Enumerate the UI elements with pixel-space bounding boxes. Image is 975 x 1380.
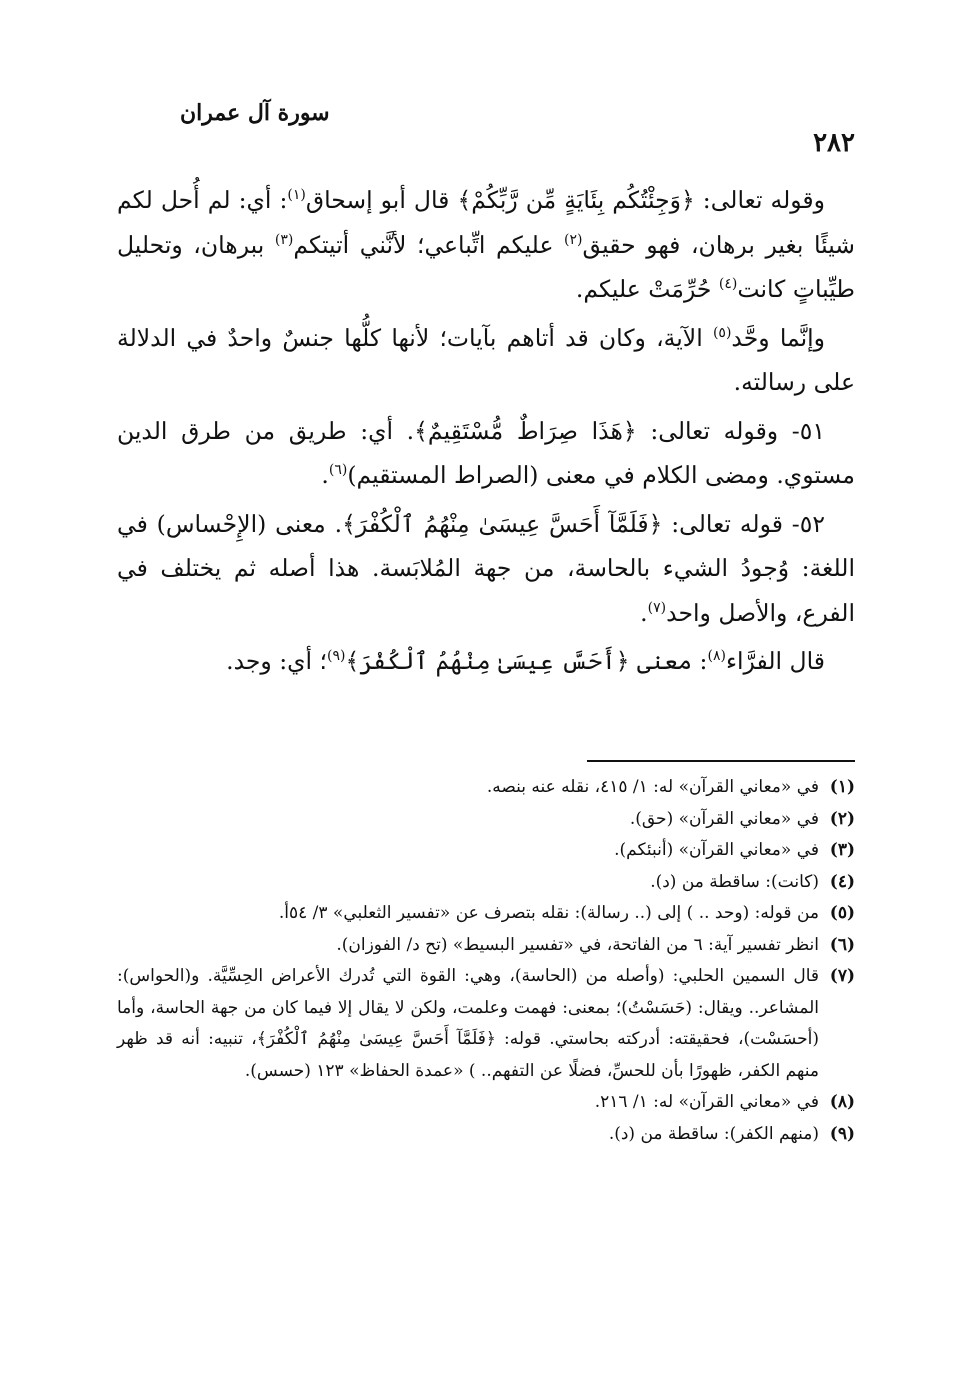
quran-verse: ﴿هَذَا صِرَاطٌ مُّسْتَقِيمٌ﴾ bbox=[414, 416, 637, 445]
footnote-number: (٩) bbox=[829, 1123, 855, 1144]
quran-verse: ﴿فَلَمَّآ أَحَسَّ عِيسَىٰ مِنْهُمُ ٱلْكُفْرَ﴾ bbox=[342, 509, 663, 538]
footnote-number: (٨) bbox=[829, 1092, 855, 1112]
footnote bbox=[117, 898, 855, 930]
footnote-ref[interactable]: (٦) bbox=[328, 462, 348, 479]
paragraph-3: ٥١- وقوله تعالى: ﴿هَذَا صِرَاطٌ مُّسْتَقِيمٌ﴾. أي: طريق من طرق الدين مستوي. ومضى الكلام في معنى (الصراط المستقيم)$^{(٦)}$. bbox=[117, 416, 855, 489]
footnote-number: (٤) bbox=[829, 871, 855, 892]
footnote bbox=[117, 1087, 855, 1119]
running-title: سورة آل عمران bbox=[180, 100, 330, 126]
footnote bbox=[117, 772, 855, 804]
footnote-number: (٦) bbox=[829, 934, 855, 955]
footnote-text: انظر تفسير آية: ٦ من الفاتحة، في «تفسير البسيط» (تح د/ الفوزان). bbox=[336, 934, 819, 955]
footnote bbox=[117, 867, 855, 899]
footnote-text: في «معاني القرآن» له: ١/ ٢١٦. bbox=[594, 1092, 819, 1112]
footnote-text: في «معاني القرآن» (أنبئكم). bbox=[614, 840, 819, 860]
footnote-ref[interactable]: (٤) bbox=[718, 276, 738, 293]
footnote-ref[interactable]: (٨) bbox=[707, 648, 726, 665]
footnote-text: (منهم الكفر): ساقطة من (د). bbox=[608, 1123, 819, 1144]
footnote-text: (كانت): ساقطة من (د). bbox=[650, 871, 819, 892]
page-number: ٢٨٢ bbox=[813, 128, 855, 158]
footnote bbox=[117, 1119, 855, 1151]
footnote-ref[interactable]: (٣) bbox=[274, 231, 294, 248]
footnote-ref[interactable]: (١) bbox=[287, 187, 306, 204]
footnote-text: في «معاني القرآن» (حق). bbox=[629, 808, 819, 829]
quran-verse: ﴿أَحَسَّ عِيسَىٰ مِنْهُمُ ٱلْكُفْرَ﴾ bbox=[345, 647, 630, 675]
footnote-ref[interactable]: (٩) bbox=[327, 648, 346, 665]
paragraph-4: ٥٢- قوله تعالى: ﴿فَلَمَّآ أَحَسَّ عِيسَىٰ مِنْهُمُ ٱلْكُفْرَ﴾. معنى (الإِحْساس) في اللغة: وُجودُ الشيء بالحاسة، من جهة المُلابَسة. هذا أصله ثم يختلف في الفرع، والأصل واحد$^{(٧)}$. bbox=[117, 509, 855, 627]
main-text bbox=[117, 178, 855, 688]
quran-verse: ﴿وَجِئْتُكُم بِئَايَةٍ مِّن رَّبِّكُمْ﴾ bbox=[457, 186, 695, 214]
footnote-ref[interactable]: (٥) bbox=[712, 324, 732, 341]
footnotes bbox=[117, 772, 855, 1150]
footnote-text: في «معاني القرآن» له: ١/ ٤١٥، نقله عنه بنصه. bbox=[486, 777, 819, 797]
footnote bbox=[117, 804, 855, 836]
footnote-number: (٥) bbox=[829, 903, 855, 923]
page-header bbox=[120, 100, 855, 160]
footnote bbox=[117, 930, 855, 962]
paragraph-2: وإنَّما وحَّد$^{(٥)}$ الآية، وكان قد أتاهم بآيات؛ لأنها كلُّها جنسٌ واحدٌ في الدلالة على رسالته. bbox=[117, 323, 855, 396]
footnote-ref[interactable]: (٧) bbox=[647, 599, 667, 616]
footnote-divider bbox=[587, 760, 855, 762]
footnote-number: (٣) bbox=[829, 840, 855, 860]
footnote-number: (٧) bbox=[829, 966, 855, 986]
footnote-number: (٢) bbox=[829, 808, 855, 829]
paragraph-5: قال الفرَّاء$^{(٨)}$: معنى ﴿أَحَسَّ عِيسَىٰ مِنْهُمُ ٱلْكُفْرَ﴾$^{(٩)}$؛ أي: وجد. bbox=[226, 647, 825, 675]
footnote-number: (١) bbox=[829, 777, 855, 797]
footnote bbox=[117, 961, 855, 1087]
paragraph-1: وقوله تعالى: ﴿وَجِئْتُكُم بِئَايَةٍ مِّن رَّبِّكُمْ﴾ قال أبو إسحاق$^{(١)}$: أي: لم أُحل لكم شيئًا بغير برهان، فهو حقيق$^{(٢)}$ عليكم اتِّباعي؛ لأنَّني أتيتكم$^{(٣)}$ ببرهان، وتحليل طيِّباتٍ كانت$^{(٤)}$ حُرِّمَتْ عليكم. bbox=[117, 186, 855, 303]
footnote bbox=[117, 835, 855, 867]
footnote-ref[interactable]: (٢) bbox=[564, 231, 583, 248]
footnote-text: من قوله: (وحد .. ) إلى (.. رسالة): نقله بتصرف عن «تفسير الثعلبي» ٣/ ٥٤أ. bbox=[278, 903, 819, 923]
footnote-text: قال السمين الحلبي: (وأصله من (الحاسة)، وهي: القوة التي تُدرك الأعراض الحِسِّيَّة. و(الحواس): المشاعر.. ويقال: (حَسَسْتُ)؛ بمعنى: فهمت وعلمت، ولكن لا يقال إلا فيما كان من جهة الحاسة، وأما (أحسَسْت)، فحقيقته: أدركته بحاستي. قوله: ﴿فَلَمَّآ أَحَسَّ عِيسَىٰ مِنْهُمُ ٱلْكُفْرَ﴾، تنبيه: أنه قد ظهر منهم الكفر، ظهورًا بأن للحسِّ، فضلًا عن التفهم.. ) «عمدة الحفاظ» ١٢٣ (حسس). bbox=[117, 966, 819, 1081]
